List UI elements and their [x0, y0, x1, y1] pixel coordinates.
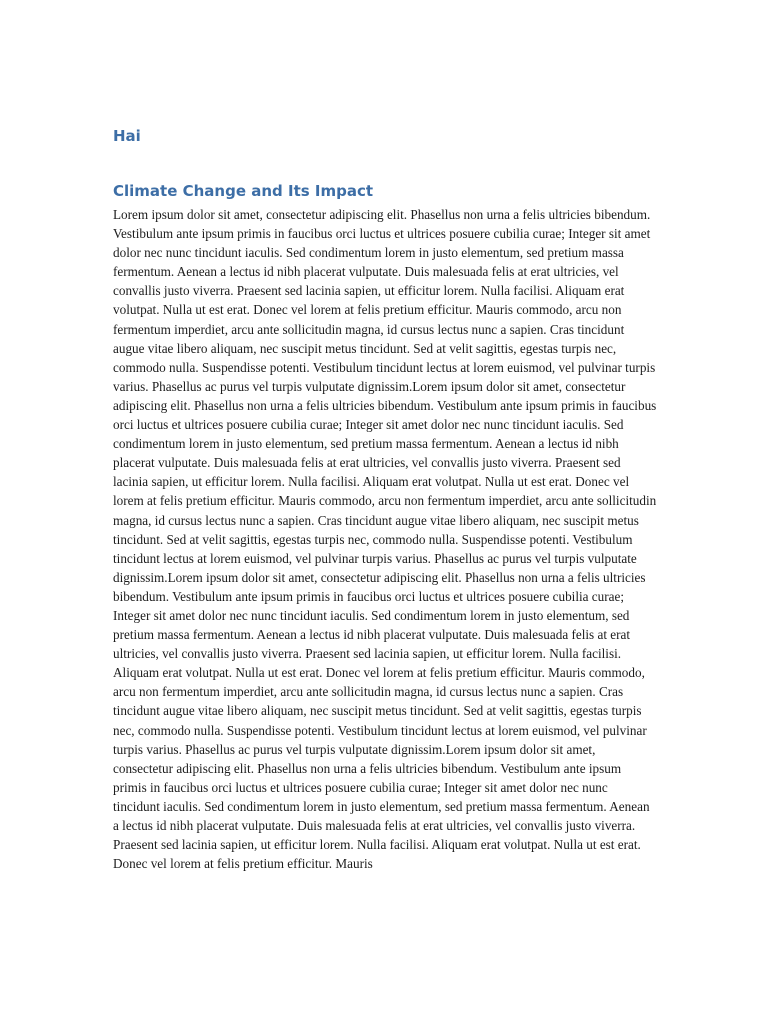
body-paragraph: Lorem ipsum dolor sit amet, consectetur adipiscing elit. Phasellus non urna a felis ultricies bibendum. Vestibulum ante ipsum primis in faucibus orci luctus et ultrices posuere cubilia curae; Integer sit amet dolor nec nunc tincidunt iaculis. Sed condimentum lorem in justo elementum, sed pretium massa fermentum. Aenean a lectus id nibh placerat vulputate. Duis malesuada felis at erat ultricies, vel convallis justo viverra. Praesent sed lacinia sapien, ut efficitur lorem. Nulla facilisi. Aliquam erat volutpat. Nulla ut est erat. Donec vel lorem at felis pretium efficitur. Mauris commodo, arcu non fermentum imperdiet, arcu ante sollicitudin magna, id cursus lectus nunc a sapien. Cras tincidunt augue vitae libero aliquam, nec suscipit metus tincidunt. Sed at velit sagittis, egestas turpis nec, commodo nulla. Suspendisse potenti. Vestibulum tincidunt lectus at lorem euismod, vel pulvinar turpis varius. Phasellus ac purus vel turpis vulputate dignissim.Lorem ipsum dolor sit amet, consectetur adipiscing elit. Phasellus non urna a felis ultricies bibendum. Vestibulum ante ipsum primis in faucibus orci luctus et ultrices posuere cubilia curae; Integer sit amet dolor nec nunc tincidunt iaculis. Sed condimentum lorem in justo elementum, sed pretium massa fermentum. Aenean a lectus id nibh placerat vulputate. Duis malesuada felis at erat ultricies, vel convallis justo viverra. Praesent sed lacinia sapien, ut efficitur lorem. Nulla facilisi. Aliquam erat volutpat. Nulla ut est erat. Donec vel lorem at felis pretium efficitur. Mauris commodo, arcu non fermentum imperdiet, arcu ante sollicitudin magna, id cursus lectus nunc a sapien. Cras tincidunt augue vitae libero aliquam, nec suscipit metus tincidunt. Sed at velit sagittis, egestas turpis nec, commodo nulla. Suspendisse potenti. Vestibulum tincidunt lectus at lorem euismod, vel pulvinar turpis varius. Phasellus ac purus vel turpis vulputate dignissim.Lorem ipsum dolor sit amet, consectetur adipiscing elit. Phasellus non urna a felis ultricies bibendum. Vestibulum ante ipsum primis in faucibus orci luctus et ultrices posuere cubilia curae; Integer sit amet dolor nec nunc tincidunt iaculis. Sed condimentum lorem in justo elementum, sed pretium massa fermentum. Aenean a lectus id nibh placerat vulputate. Duis malesuada felis at erat ultricies, vel convallis justo viverra. Praesent sed lacinia sapien, ut efficitur lorem. Nulla facilisi. Aliquam erat volutpat. Nulla ut est erat. Donec vel lorem at felis pretium efficitur. Mauris commodo, arcu non fermentum imperdiet, arcu ante sollicitudin magna, id cursus lectus nunc a sapien. Cras tincidunt augue vitae libero aliquam, nec suscipit metus tincidunt. Sed at velit sagittis, egestas turpis nec, commodo nulla. Suspendisse potenti. Vestibulum tincidunt lectus at lorem euismod, vel pulvinar turpis varius. Phasellus ac purus vel turpis vulputate dignissim.Lorem ipsum dolor sit amet, consectetur adipiscing elit. Phasellus non urna a felis ultricies bibendum. Vestibulum ante ipsum primis in faucibus orci luctus et ultrices posuere cubilia curae; Integer sit amet dolor nec nunc tincidunt iaculis. Sed condimentum lorem in justo elementum, sed pretium massa fermentum. Aenean a lectus id nibh placerat vulputate. Duis malesuada felis at erat ultricies, vel convallis justo viverra. Praesent sed lacinia sapien, ut efficitur lorem. Nulla facilisi. Aliquam erat volutpat. Nulla ut est erat. Donec vel lorem at felis pretium efficitur. Mauris [113, 207, 657, 872]
section-heading-climate-change: Climate Change and Its Impact [113, 182, 374, 200]
heading-hai: Hai [113, 127, 141, 145]
